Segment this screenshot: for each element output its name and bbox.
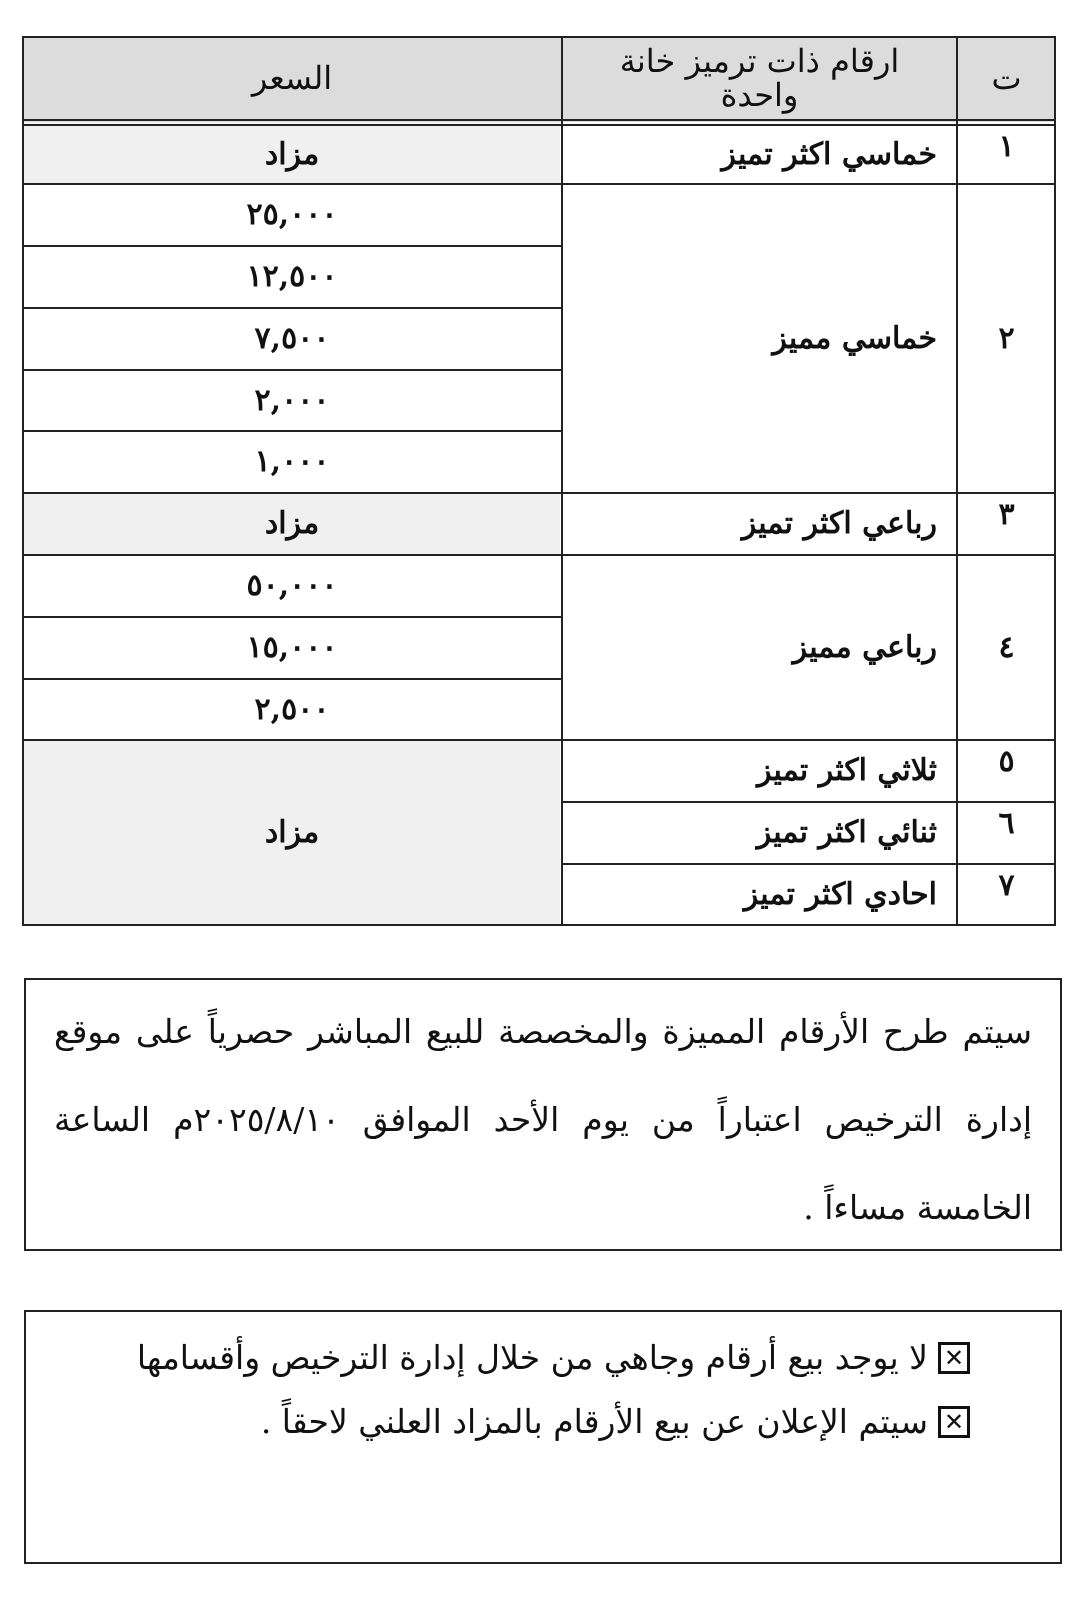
checkbox-x-icon: ✕ — [938, 1342, 970, 1374]
row-description: رباعي مميز — [792, 629, 937, 665]
note-text: لا يوجد بيع أرقام وجاهي من خلال إدارة الترخيص وأقسامها — [136, 1338, 928, 1377]
note-item — [56, 1390, 970, 1454]
row-index: ١ — [998, 129, 1015, 164]
row-index: ٦ — [998, 806, 1015, 841]
notice-text: سيتم طرح الأرقام المميزة والمخصصة للبيع المباشر حصرياً على موقع إدارة الترخيص اعتباراً من يوم الأحد الموافق ٢٠٢٥/٨/١٠م الساعة الخامسة مساءاً . — [54, 1012, 1032, 1227]
row-index: ٤ — [998, 629, 1015, 665]
price-value: ٢,٠٠٠ — [254, 382, 330, 418]
price-value: ٧,٥٠٠ — [254, 321, 330, 357]
price-value: ١,٠٠٠ — [254, 444, 330, 480]
row-description: ثلاثي اكثر تميز — [756, 753, 937, 789]
row-description: احادي اكثر تميز — [743, 877, 937, 913]
note-item — [56, 1326, 970, 1390]
row-price: مزاد — [264, 506, 320, 542]
notes-box — [24, 1310, 1062, 1564]
row-price: مزاد — [264, 136, 320, 172]
row-index: ٣ — [998, 497, 1015, 532]
notice-box — [24, 978, 1062, 1251]
price-value: ١٥,٠٠٠ — [246, 630, 338, 666]
price-value: ٢٥,٠٠٠ — [246, 197, 338, 233]
row-index: ٥ — [998, 744, 1015, 779]
row-index: ٧ — [998, 868, 1015, 903]
header-index: ت — [991, 59, 1022, 98]
header-price: السعر — [251, 59, 333, 98]
price-value: ٥٠,٠٠٠ — [246, 568, 338, 604]
checkbox-x-icon: ✕ — [938, 1406, 970, 1438]
price-value: ١٢,٥٠٠ — [246, 259, 338, 295]
row-description: خماسي اكثر تميز — [721, 136, 937, 172]
header-description: ارقام ذات ترميز خانة واحدة — [619, 42, 900, 114]
price-value: ٢,٥٠٠ — [254, 691, 330, 727]
merged-price: مزاد — [264, 815, 320, 851]
row-index: ٢ — [998, 320, 1015, 356]
prices-table — [22, 36, 1056, 941]
row-description: خماسي مميز — [772, 320, 937, 356]
row-description: ثنائي اكثر تميز — [756, 815, 937, 851]
row-description: رباعي اكثر تميز — [741, 506, 937, 542]
note-text: سيتم الإعلان عن بيع الأرقام بالمزاد العلني لاحقاً . — [260, 1402, 928, 1441]
